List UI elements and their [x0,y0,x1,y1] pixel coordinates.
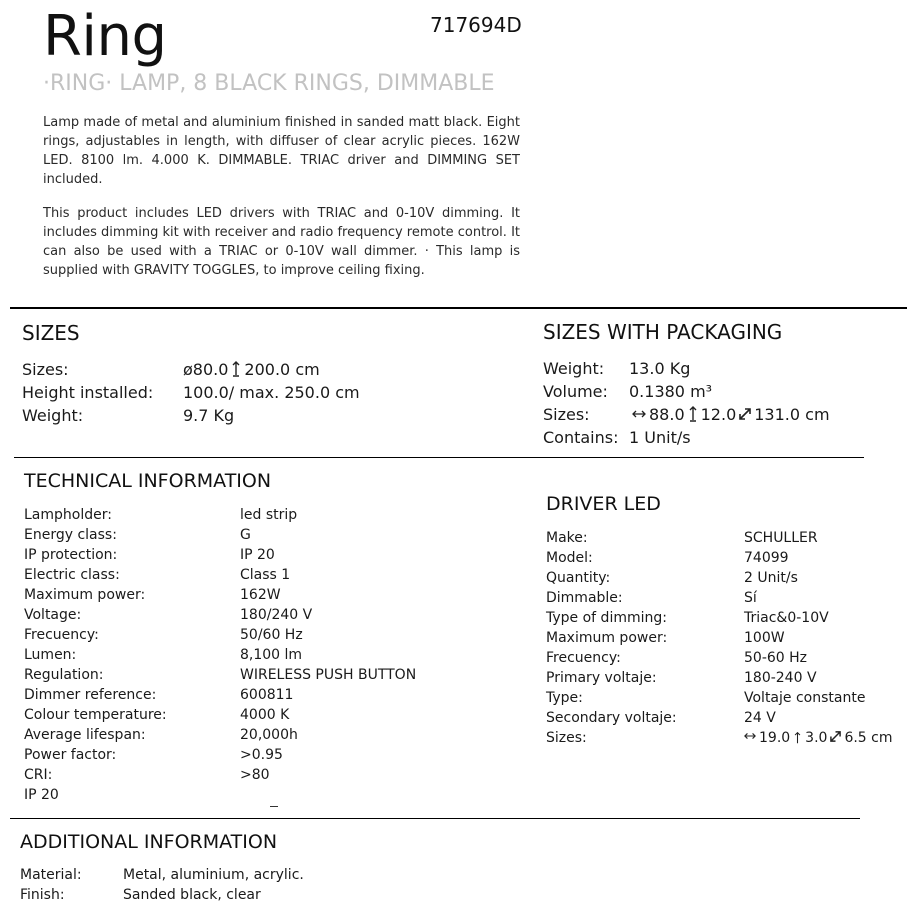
technical-value: >0.95 [240,747,283,763]
packaging-table [543,357,903,449]
height-installed-value: 100.0/ max. 250.0 cm [183,383,360,402]
technical-row [24,605,484,625]
packaging-contains-label: Contains: [543,428,619,447]
technical-label: Voltage: [24,607,82,623]
weight-label: Weight: [22,406,84,425]
technical-row [24,765,484,785]
driver-label: Type of dimming: [546,610,667,626]
driver-label: Quantity: [546,570,611,586]
driver-label: Type: [546,690,583,706]
technical-label: Lumen: [24,647,77,663]
driver-value: SCHULLER [744,530,818,546]
driver-width-value: 19.0 [759,730,791,746]
driver-row [546,648,906,668]
technical-value: led strip [240,507,298,523]
technical-label: CRI: [24,767,53,783]
technical-row [24,785,484,805]
driver-label: Sizes: [546,730,587,746]
driver-height-value: 3.0 [805,730,828,746]
technical-value: >80 [240,767,270,783]
divider-top [10,307,907,309]
technical-value: 4000 K [240,707,290,723]
driver-label: Dimmable: [546,590,623,606]
technical-row [24,505,484,525]
additional-table [20,865,500,905]
technical-value: IP 20 [240,547,275,563]
driver-row [546,548,906,568]
height-arrow-icon [231,361,241,377]
additional-title: ADDITIONAL INFORMATION [20,831,278,853]
height-installed-label: Height installed: [22,383,154,402]
packaging-height-value: 12.0 [700,405,737,424]
height-arrow-icon [793,731,802,744]
driver-label: Frecuency: [546,650,621,666]
packaging-width-value: 88.0 [649,405,685,424]
sizes-label: Sizes: [22,360,69,379]
technical-label: IP 20 [24,787,59,803]
width-arrow-icon [632,409,646,419]
driver-value [744,728,893,748]
technical-label: Energy class: [24,527,117,543]
depth-arrow-icon [830,731,841,742]
technical-row [24,625,484,645]
technical-label: Lampholder: [24,507,112,523]
technical-value: 50/60 Hz [240,627,303,643]
driver-value: 2 Unit/s [744,570,798,586]
packaging-weight-value: 13.0 Kg [629,359,691,378]
driver-row [546,728,906,748]
weight-row [22,404,502,427]
packaging-weight-row [543,357,903,380]
technical-label: IP protection: [24,547,118,563]
material-label: Material: [20,867,82,883]
technical-value: Class 1 [240,567,291,583]
description-paragraph-1: Lamp made of metal and aluminium finished in sanded matt black. Eight rings, adjustables in length, with diffuser of clear acrylic pieces. 162W LED. 8100 lm. 4.000 K. DIMMABLE. TRIAC driver and DIMMING SET included. [43,115,520,187]
diameter-value: ø80.0 [183,360,229,379]
packaging-contains-row [543,426,903,449]
technical-label: Regulation: [24,667,104,683]
driver-row [546,568,906,588]
technical-label: Frecuency: [24,627,99,643]
technical-label: Power factor: [24,747,117,763]
height-arrow-icon [688,406,698,422]
technical-row [24,545,484,565]
driver-value: 74099 [744,550,789,566]
driver-row [546,688,906,708]
technical-row [24,665,484,685]
sizes-title: SIZES [22,321,80,345]
product-subtitle: ·RING· LAMP, 8 BLACK RINGS, DIMMABLE [43,71,495,96]
packaging-sizes-label: Sizes: [543,405,590,424]
technical-value: 162W [240,587,281,603]
driver-value: 180-240 V [744,670,817,686]
technical-value: 180/240 V [240,607,313,623]
packaging-weight-label: Weight: [543,359,605,378]
packaging-volume-row [543,380,903,403]
packaging-sizes-value [629,403,830,426]
finish-row [20,885,500,905]
technical-value: 600811 [240,687,294,703]
packaging-contains-value: 1 Unit/s [629,428,691,447]
weight-value: 9.7 Kg [183,406,235,425]
driver-value: Triac&0-10V [744,610,829,626]
driver-row [546,708,906,728]
driver-value: 100W [744,630,785,646]
packaging-sizes-row [543,403,903,426]
packaging-depth-value: 131.0 cm [754,405,830,424]
height-installed-row [22,381,502,404]
technical-row [24,585,484,605]
technical-table [24,505,484,805]
technical-row [24,685,484,705]
driver-label: Primary voltaje: [546,670,657,686]
width-arrow-icon [744,731,756,741]
technical-label: Maximum power: [24,587,146,603]
driver-label: Model: [546,550,593,566]
sizes-row [22,358,502,381]
driver-depth-value: 6.5 cm [844,730,893,746]
technical-row [24,565,484,585]
divider-bottom [10,818,860,819]
height-value: 200.0 cm [244,360,320,379]
technical-label: Dimmer reference: [24,687,157,703]
driver-row [546,668,906,688]
description-paragraph-2: This product includes LED drivers with TRIAC and 0-10V dimming. It includes dimming kit with receiver and radio frequency remote control. It can also be used with a TRIAC or 0-10V wall dimmer. · This lamp is supplied with GRAVITY TOGGLES, to improve ceiling fixing. [43,206,520,278]
driver-value: 50-60 Hz [744,650,808,666]
driver-label: Secondary voltaje: [546,710,677,726]
product-code: 717694D [430,13,522,37]
technical-row [24,645,484,665]
technical-label: Average lifespan: [24,727,146,743]
sizes-value [183,358,320,381]
driver-value: Sí [744,590,757,606]
small-dash [270,806,278,807]
technical-label: Colour temperature: [24,707,167,723]
driver-value: Voltaje constante [744,690,866,706]
packaging-title: SIZES WITH PACKAGING [543,320,783,344]
finish-label: Finish: [20,887,65,903]
driver-label: Maximum power: [546,630,668,646]
material-row [20,865,500,885]
driver-row [546,528,906,548]
technical-value: WIRELESS PUSH BUTTON [240,667,417,683]
technical-value: 20,000h [240,727,298,743]
driver-value: 24 V [744,710,776,726]
finish-value: Sanded black, clear [123,887,261,903]
technical-row [24,525,484,545]
technical-title: TECHNICAL INFORMATION [24,470,272,492]
driver-title: DRIVER LED [546,493,661,515]
technical-label: Electric class: [24,567,120,583]
driver-label: Make: [546,530,588,546]
driver-row [546,588,906,608]
driver-table [546,528,906,748]
technical-value: 8,100 lm [240,647,303,663]
packaging-volume-label: Volume: [543,382,608,401]
product-title: Ring [43,4,167,69]
driver-row [546,608,906,628]
technical-value: G [240,527,251,543]
driver-row [546,628,906,648]
technical-row [24,745,484,765]
sizes-table [22,358,502,427]
technical-row [24,705,484,725]
technical-row [24,725,484,745]
packaging-volume-value: 0.1380 m³ [629,382,713,401]
depth-arrow-icon [739,408,751,420]
material-value: Metal, aluminium, acrylic. [123,867,304,883]
divider-middle [14,457,864,458]
